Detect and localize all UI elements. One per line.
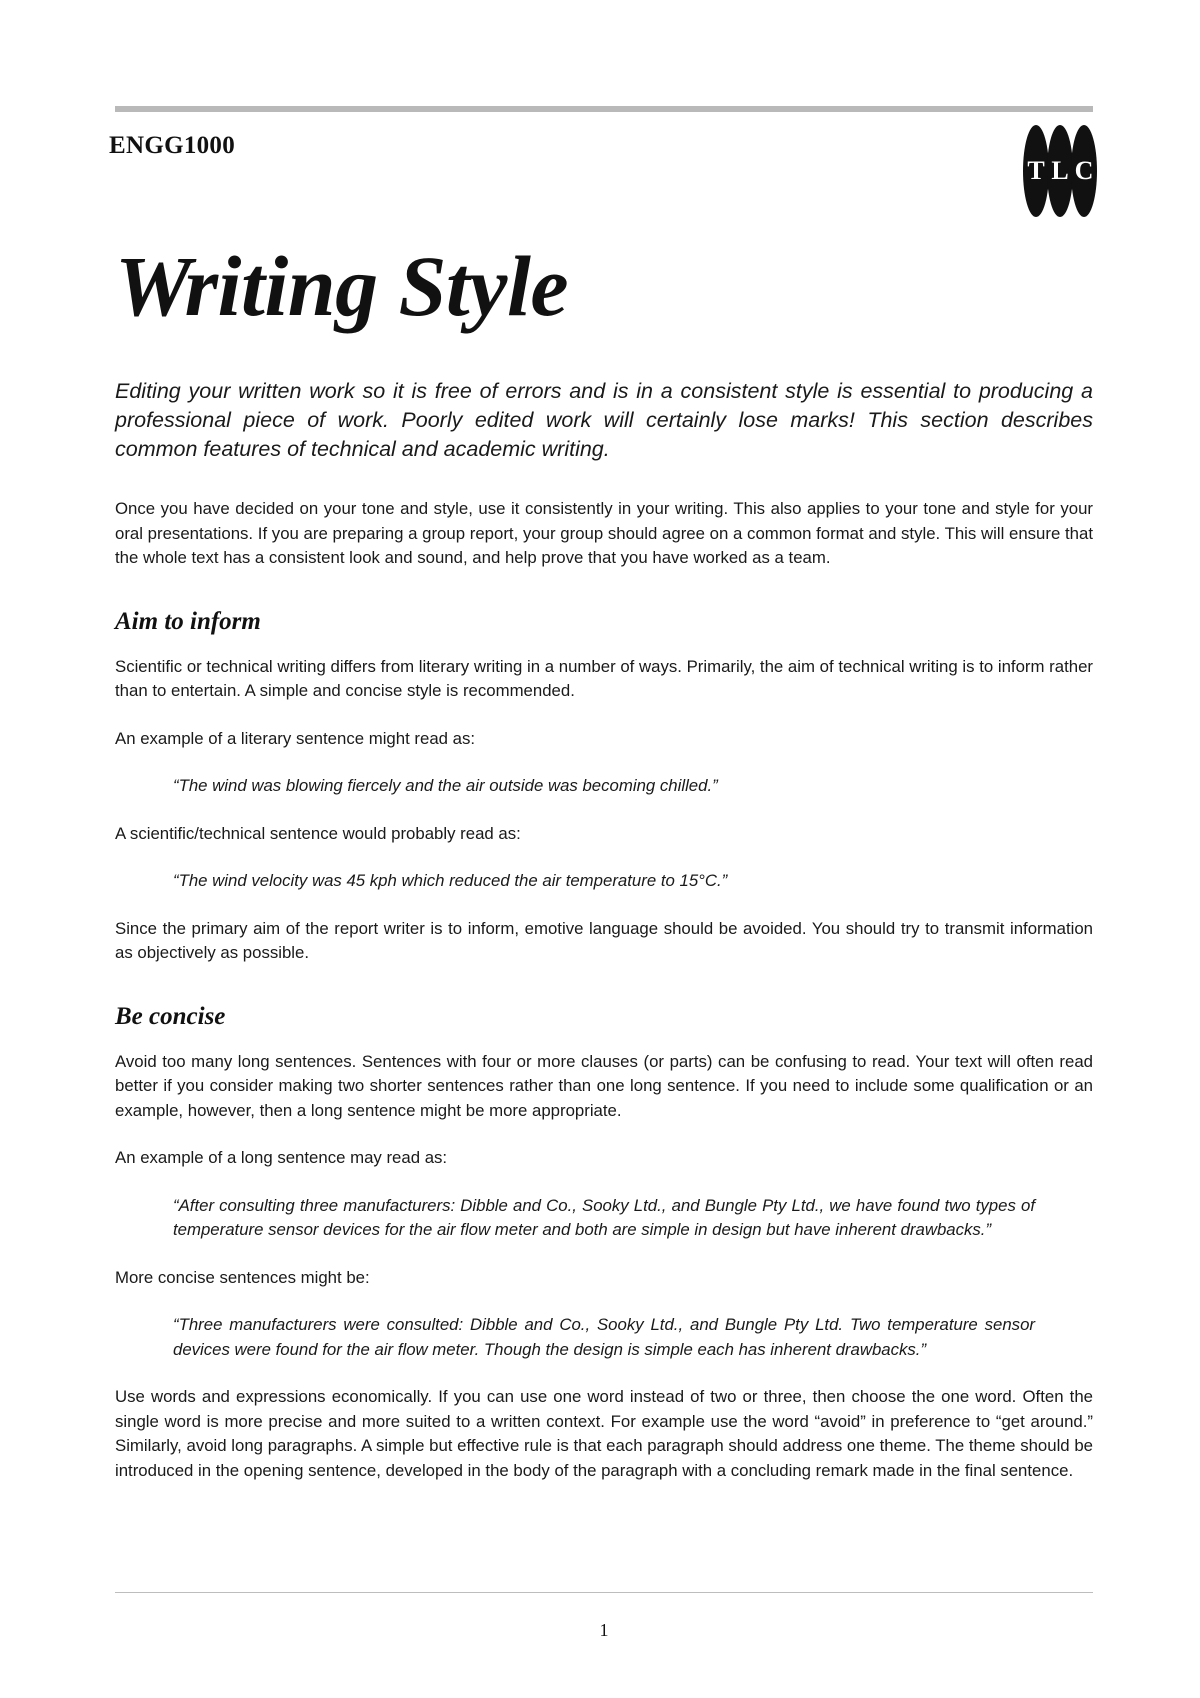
section-heading-be-concise: Be concise [115, 1002, 226, 1030]
aim-paragraph-4: Since the primary aim of the report writer is to inform, emotive language should be avoided. You should try to transmit information as objectively as possible. [115, 918, 1093, 962]
page-title: Writing Style [115, 238, 569, 334]
body-text [115, 497, 1093, 1506]
aim-paragraph-2: An example of a literary sentence might read as: [115, 728, 476, 748]
concise-paragraph-1: Avoid too many long sentences. Sentences with four or more clauses (or parts) can be confusing to read. Your text will often read better if you consider making two shorter sentences rather than one long sentence. If you need to include some qualification or an example, however, then a long sentence might be more appropriate. [115, 1051, 1093, 1120]
section-heading-aim-to-inform: Aim to inform [115, 607, 261, 635]
logo-letter-l: L [1051, 156, 1069, 185]
intro-paragraph: Editing your written work so it is free of errors and is in a consistent style is essential to producing a professional piece of work. Poorly edited work will certainly lose marks! This section describes common features of technical and academic writing. [115, 379, 1093, 461]
document-page [109, 0, 1094, 1698]
concise-paragraph-2: An example of a long sentence may read as: [115, 1148, 448, 1167]
page-number: 1 [599, 1620, 609, 1640]
literary-example-quote: “The wind was blowing fiercely and the air outside was becoming chilled.” [173, 776, 718, 795]
header-rule [115, 106, 1093, 112]
aim-paragraph-3: A scientific/technical sentence would probably read as: [115, 823, 521, 843]
course-code: ENGG1000 [109, 132, 236, 159]
aim-paragraph-1: Scientific or technical writing differs from literary writing in a number of ways. Primarily, the aim of technical writing is to inform rather than to entertain. A simple and concise style is recommended. [115, 656, 1093, 700]
logo-letter-c: C [1074, 156, 1094, 185]
consistency-paragraph: Once you have decided on your tone and style, use it consistently in your writing. This also applies to your tone and style for your oral presentations. If you are preparing a group report, your group should agree on a common format and style. This will ensure that the whole text has a consistent look and sound, and help prove that you have worked as a team. [115, 499, 1093, 567]
tlc-logo-icon [1022, 123, 1098, 219]
technical-example-quote: “The wind velocity was 45 kph which reduced the air temperature to 15°C.” [173, 871, 728, 890]
concise-paragraph-3: More concise sentences might be: [115, 1267, 370, 1287]
concise-paragraph-4: Use words and expressions economically. If you can use one word instead of two or three, then choose the one word. Often the single word is more precise and more suited to a written context. For example use the word “avoid” in preference to “get around.” Similarly, avoid long paragraphs. A simple but effective rule is that each paragraph should address one theme. The theme should be introduced in the opening sentence, developed in the body of the paragraph with a concluding remark made in the final sentence. [115, 1387, 1093, 1480]
footer-rule [115, 1592, 1093, 1593]
concise-sentences-quote: “Three manufacturers were consulted: Dibble and Co., Sooky Ltd., and Bungle Pty Ltd. Two temperature sensor devices were found for the air flow meter. Though the design is simple each has inherent drawbacks.” [173, 1315, 1035, 1359]
long-sentence-quote: “After consulting three manufacturers: Dibble and Co., Sooky Ltd., and Bungle Pty Ltd., we have found two types of temperature sensor devices for the air flow meter and both are simple in design but have inherent drawbacks.” [173, 1195, 1035, 1239]
logo-letter-t: T [1027, 156, 1045, 185]
